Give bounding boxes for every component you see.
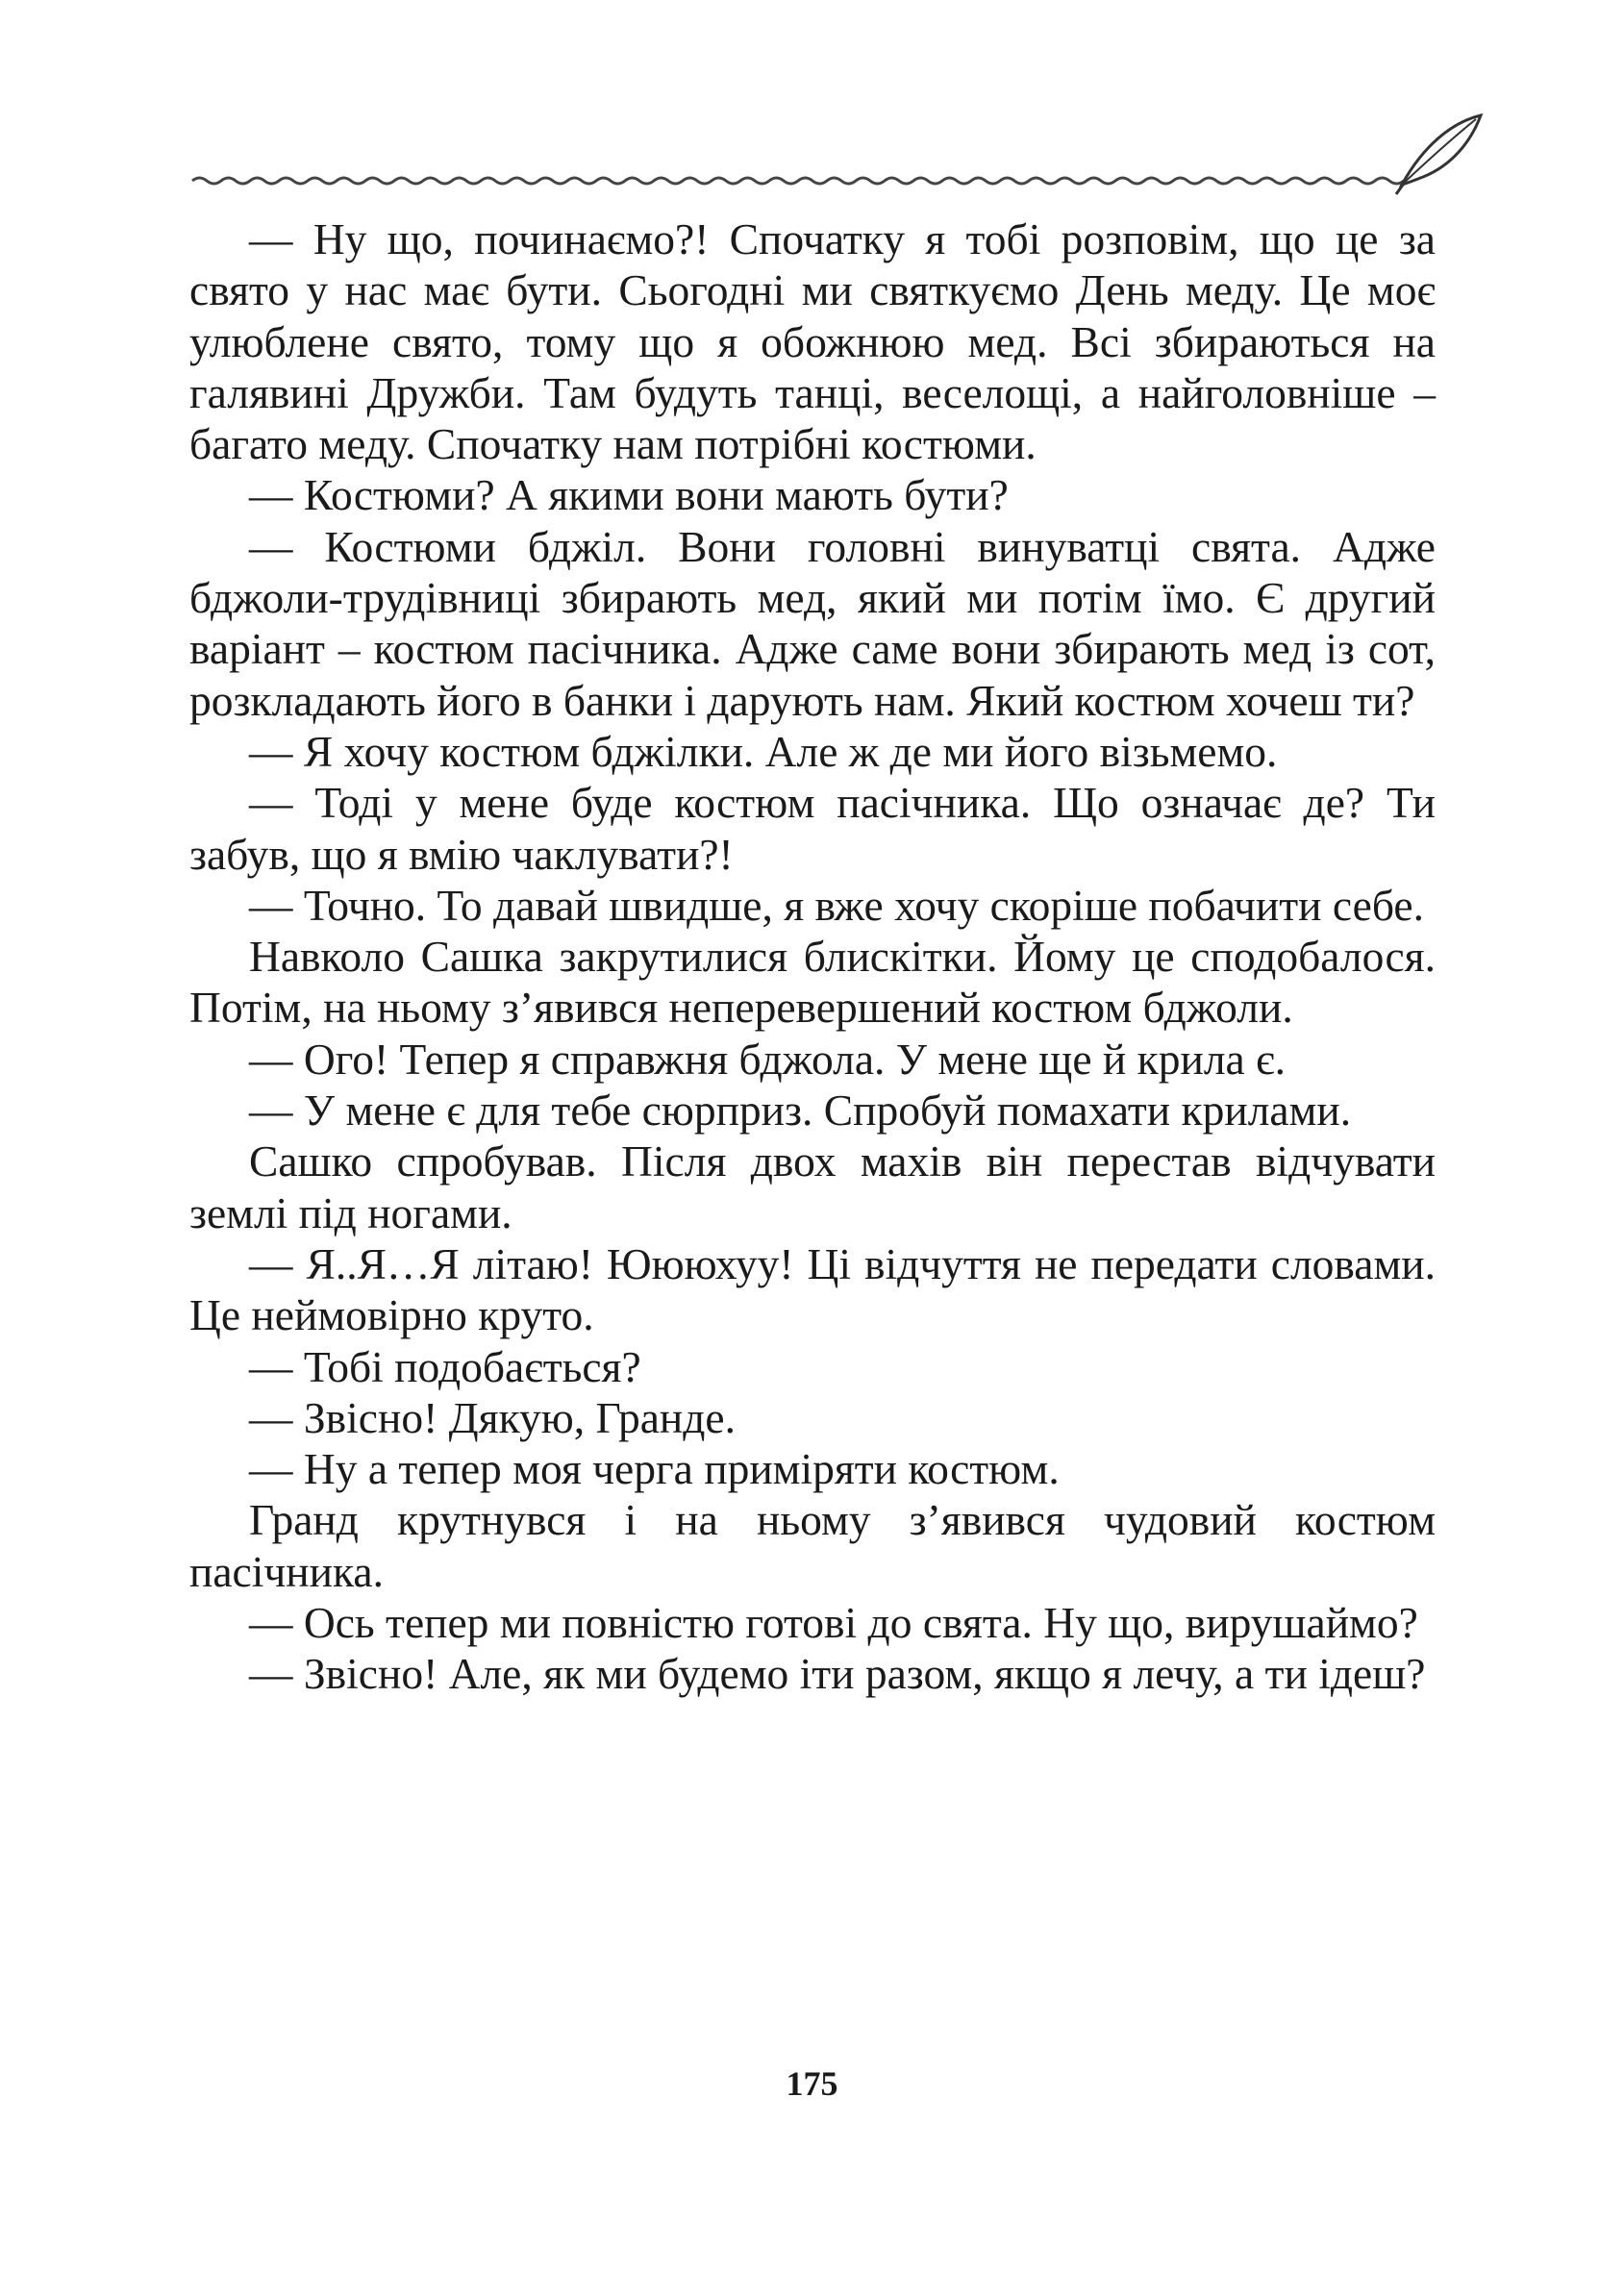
- paragraph: Сашко спробував. Після двох махів він перестав відчувати землі під ногами.: [189, 1136, 1436, 1237]
- paragraph: — Ну а тепер моя черга приміряти костюм.: [249, 1444, 1060, 1494]
- paragraph: — Звісно! Але, як ми будемо іти разом, якщо я лечу, а ти ідеш?: [249, 1649, 1426, 1699]
- paragraph: — Ось тепер ми повністю готові до свята. Ну що, вирушаймо?: [249, 1598, 1418, 1648]
- header-ornament: [183, 108, 1490, 204]
- wavy-line: [192, 178, 1404, 184]
- paragraph: — Ого! Тепер я справжня бджола. У мене ще й крила є.: [249, 1034, 1287, 1084]
- paragraph: — У мене є для тебе сюрприз. Спробуй помахати крилами.: [249, 1086, 1352, 1136]
- paragraph: — Костюми бджіл. Вони головні винуватці свята. Адже бджоли-трудівниці збирають мед, який ми потім їмо. Є другий варіант – костюм пасічника. Адже саме вони збирають мед із сот, розкладають його в банки і дарують нам. Який костюм хочеш ти?: [189, 521, 1436, 725]
- paragraph: — Костюми? А якими вони мають бути?: [249, 470, 1009, 520]
- text-block: [189, 213, 1436, 1700]
- paragraph: — Ну що, починаємо?! Спочатку я тобі розповім, що це за свято у нас має бути. Сьогодні ми святкуємо День меду. Це моє улюблене свято, тому що я обожнюю мед. Всі збираються на галявині Дружби. Там будуть танці, веселощі, а найголовніше – багато меду. Спочатку нам потрібні костюми.: [189, 214, 1436, 469]
- paragraph: — Тоді у мене буде костюм пасічника. Що означає де? Ти забув, що я вмію чаклувати?!: [189, 778, 1436, 879]
- paragraph: Навколо Сашка закрутилися блискітки. Йому це сподобалося. Потім, на ньому з’явився неперевершений костюм бджоли.: [189, 932, 1436, 1033]
- paragraph: — Звісно! Дякую, Гранде.: [249, 1392, 736, 1442]
- paragraph: — Тобі подобається?: [249, 1341, 641, 1391]
- quill-feather-icon: [1396, 115, 1481, 194]
- paragraph: — Точно. То давай швидше, я вже хочу скоріше побачити себе.: [249, 880, 1424, 930]
- paragraph: — Я хочу костюм бджілки. Але ж де ми його візьмемо.: [249, 726, 1278, 776]
- paragraph: Гранд крутнувся і на ньому з’явився чудовий костюм пасічника.: [189, 1495, 1436, 1596]
- paragraph: — Я..Я…Я літаю! Юююхуу! Ці відчуття не передати словами. Це неймовірно круто.: [189, 1238, 1436, 1340]
- page-number: 175: [786, 2064, 838, 2103]
